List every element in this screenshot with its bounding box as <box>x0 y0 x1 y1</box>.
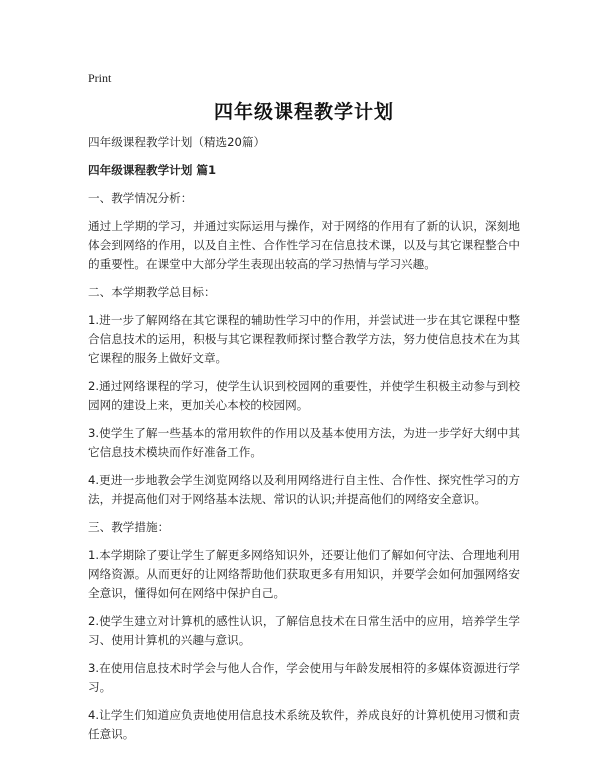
paragraph: 3.使学生了解一些基本的常用软件的作用以及基本使用方法，为进一步学好大纲中其它信息技术模块而作好准备工作。 <box>88 426 520 459</box>
paragraph: 4.更进一步地教会学生浏览网络以及利用网络进行自主性、合作性、探究性学习的方法，并提高他们对于网络基本法规、常识的认识;并提高他们的网络安全意识。 <box>88 473 520 506</box>
paragraph: 3.在使用信息技术时学会与他人合作，学会使用与年龄发展相符的多媒体资源进行学习。 <box>88 661 520 694</box>
document-content <box>88 133 520 753</box>
article-title: 四年级课程教学计划 篇1 <box>88 163 217 177</box>
paragraph: 2.使学生建立对计算机的感性认识，了解信息技术在日常生活中的应用，培养学生学习、使用计算机的兴趣与意识。 <box>88 614 520 647</box>
paragraph: 2.通过网络课程的学习，使学生认识到校园网的重要性，并使学生积极主动参与到校园网的建设上来，更加关心本校的校园网。 <box>88 379 520 412</box>
print-label: Print <box>88 71 112 85</box>
paragraph: 通过上学期的学习，并通过实际运用与操作，对于网络的作用有了新的认识，深刻地体会到网络的作用，以及自主性、合作性学习在信息技术课，以及与其它课程整合中的重要性。在课堂中大部分学生表现出较高的学习热情与学习兴趣。 <box>88 219 520 271</box>
paragraph: 1.进一步了解网络在其它课程的辅助性学习中的作用，并尝试进一步在其它课程中整合信息技术的运用，积极与其它课程教师探讨整合教学方法，努力使信息技术在为其它课程的服务上做好文章。 <box>88 313 520 365</box>
paragraph: 1.本学期除了要让学生了解更多网络知识外，还要让他们了解如何守法、合理地利用网络资源。从而更好的让网络帮助他们获取更多有用知识，并要学会如何加强网络安全意识，懂得如何在网络中保护自己。 <box>88 548 520 600</box>
section-heading-measures: 三、教学措施： <box>88 520 170 534</box>
section-heading-analysis: 一、教学情况分析： <box>88 191 193 205</box>
paragraph: 4.让学生们知道应负责地使用信息技术系统及软件，养成良好的计算机使用习惯和责任意识。 <box>88 708 520 741</box>
document-subtitle: 四年级课程教学计划（精选20篇） <box>88 135 266 149</box>
page-title: 四年级课程教学计划 <box>213 101 394 123</box>
section-heading-goals: 二、本学期教学总目标： <box>88 285 216 299</box>
